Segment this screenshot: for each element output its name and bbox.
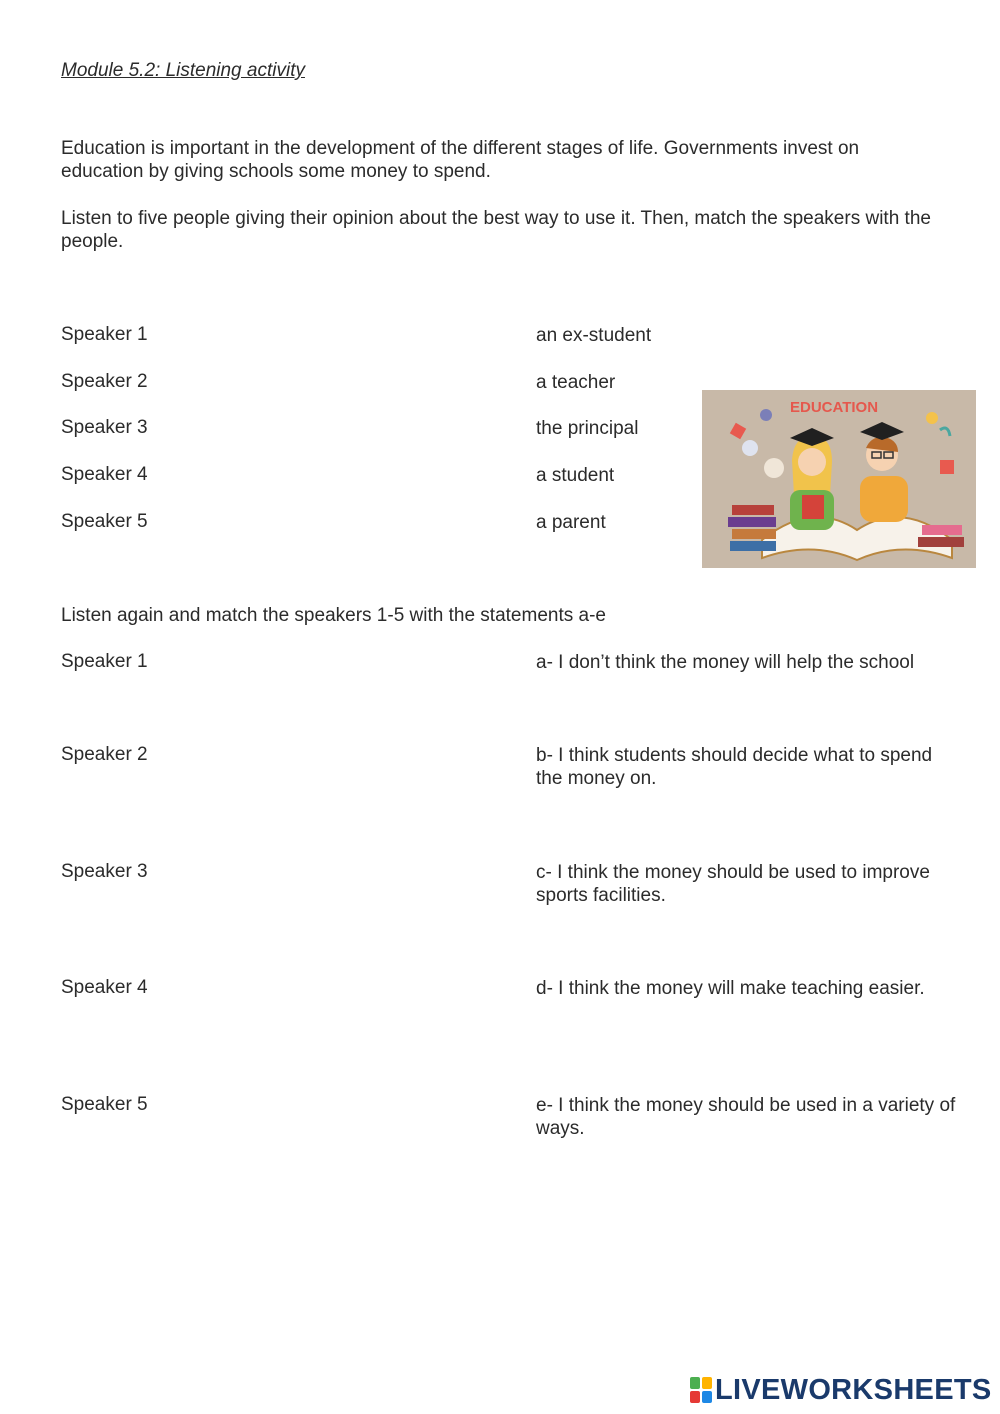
part1-person: a parent <box>536 512 606 533</box>
part1-speaker: Speaker 1 <box>61 324 148 345</box>
part2-statement: e- I think the money should be used in a variety of ways. <box>536 1095 956 1139</box>
part1-speaker: Speaker 2 <box>61 371 148 392</box>
part2-statement: a- I don’t think the money will help the school <box>536 652 915 673</box>
logo-text: LIVEWORKSHEETS <box>715 1373 992 1406</box>
part1-speaker: Speaker 5 <box>61 511 148 532</box>
education-illustration <box>702 390 976 568</box>
part1-person: an ex-student <box>536 325 652 346</box>
liveworksheets-logo <box>690 1374 992 1406</box>
part2-statement: c- I think the money should be used to improve sports facilities. <box>536 862 930 906</box>
part2-speaker: Speaker 5 <box>61 1094 148 1115</box>
part2-speaker: Speaker 2 <box>61 744 148 765</box>
part1-person: a student <box>536 465 615 486</box>
part2-speaker: Speaker 3 <box>61 861 148 882</box>
part1-speaker: Speaker 4 <box>61 464 148 485</box>
part2-speaker: Speaker 4 <box>61 977 148 998</box>
education-label: EDUCATION <box>790 399 879 416</box>
instruction-paragraph: Listen to five people giving their opinion about the best way to use it. Then, match the speakers with the people. <box>61 208 931 252</box>
logo-badge-icon <box>690 1377 712 1403</box>
part2-statement: b- I think students should decide what to spend the money on. <box>536 745 933 789</box>
part1-person: the principal <box>536 418 639 439</box>
page-title: Module 5.2: Listening activity <box>61 60 305 81</box>
part2-speaker: Speaker 1 <box>61 651 148 672</box>
part1-speaker: Speaker 3 <box>61 417 148 438</box>
part1-person: a teacher <box>536 372 616 393</box>
intro-paragraph: Education is important in the development of the different stages of life. Governments invest on education by giving schools some money to spend. <box>61 138 860 182</box>
part2-statement: d- I think the money will make teaching easier. <box>536 978 925 999</box>
instruction2-paragraph: Listen again and match the speakers 1-5 with the statements a-e <box>61 605 606 626</box>
